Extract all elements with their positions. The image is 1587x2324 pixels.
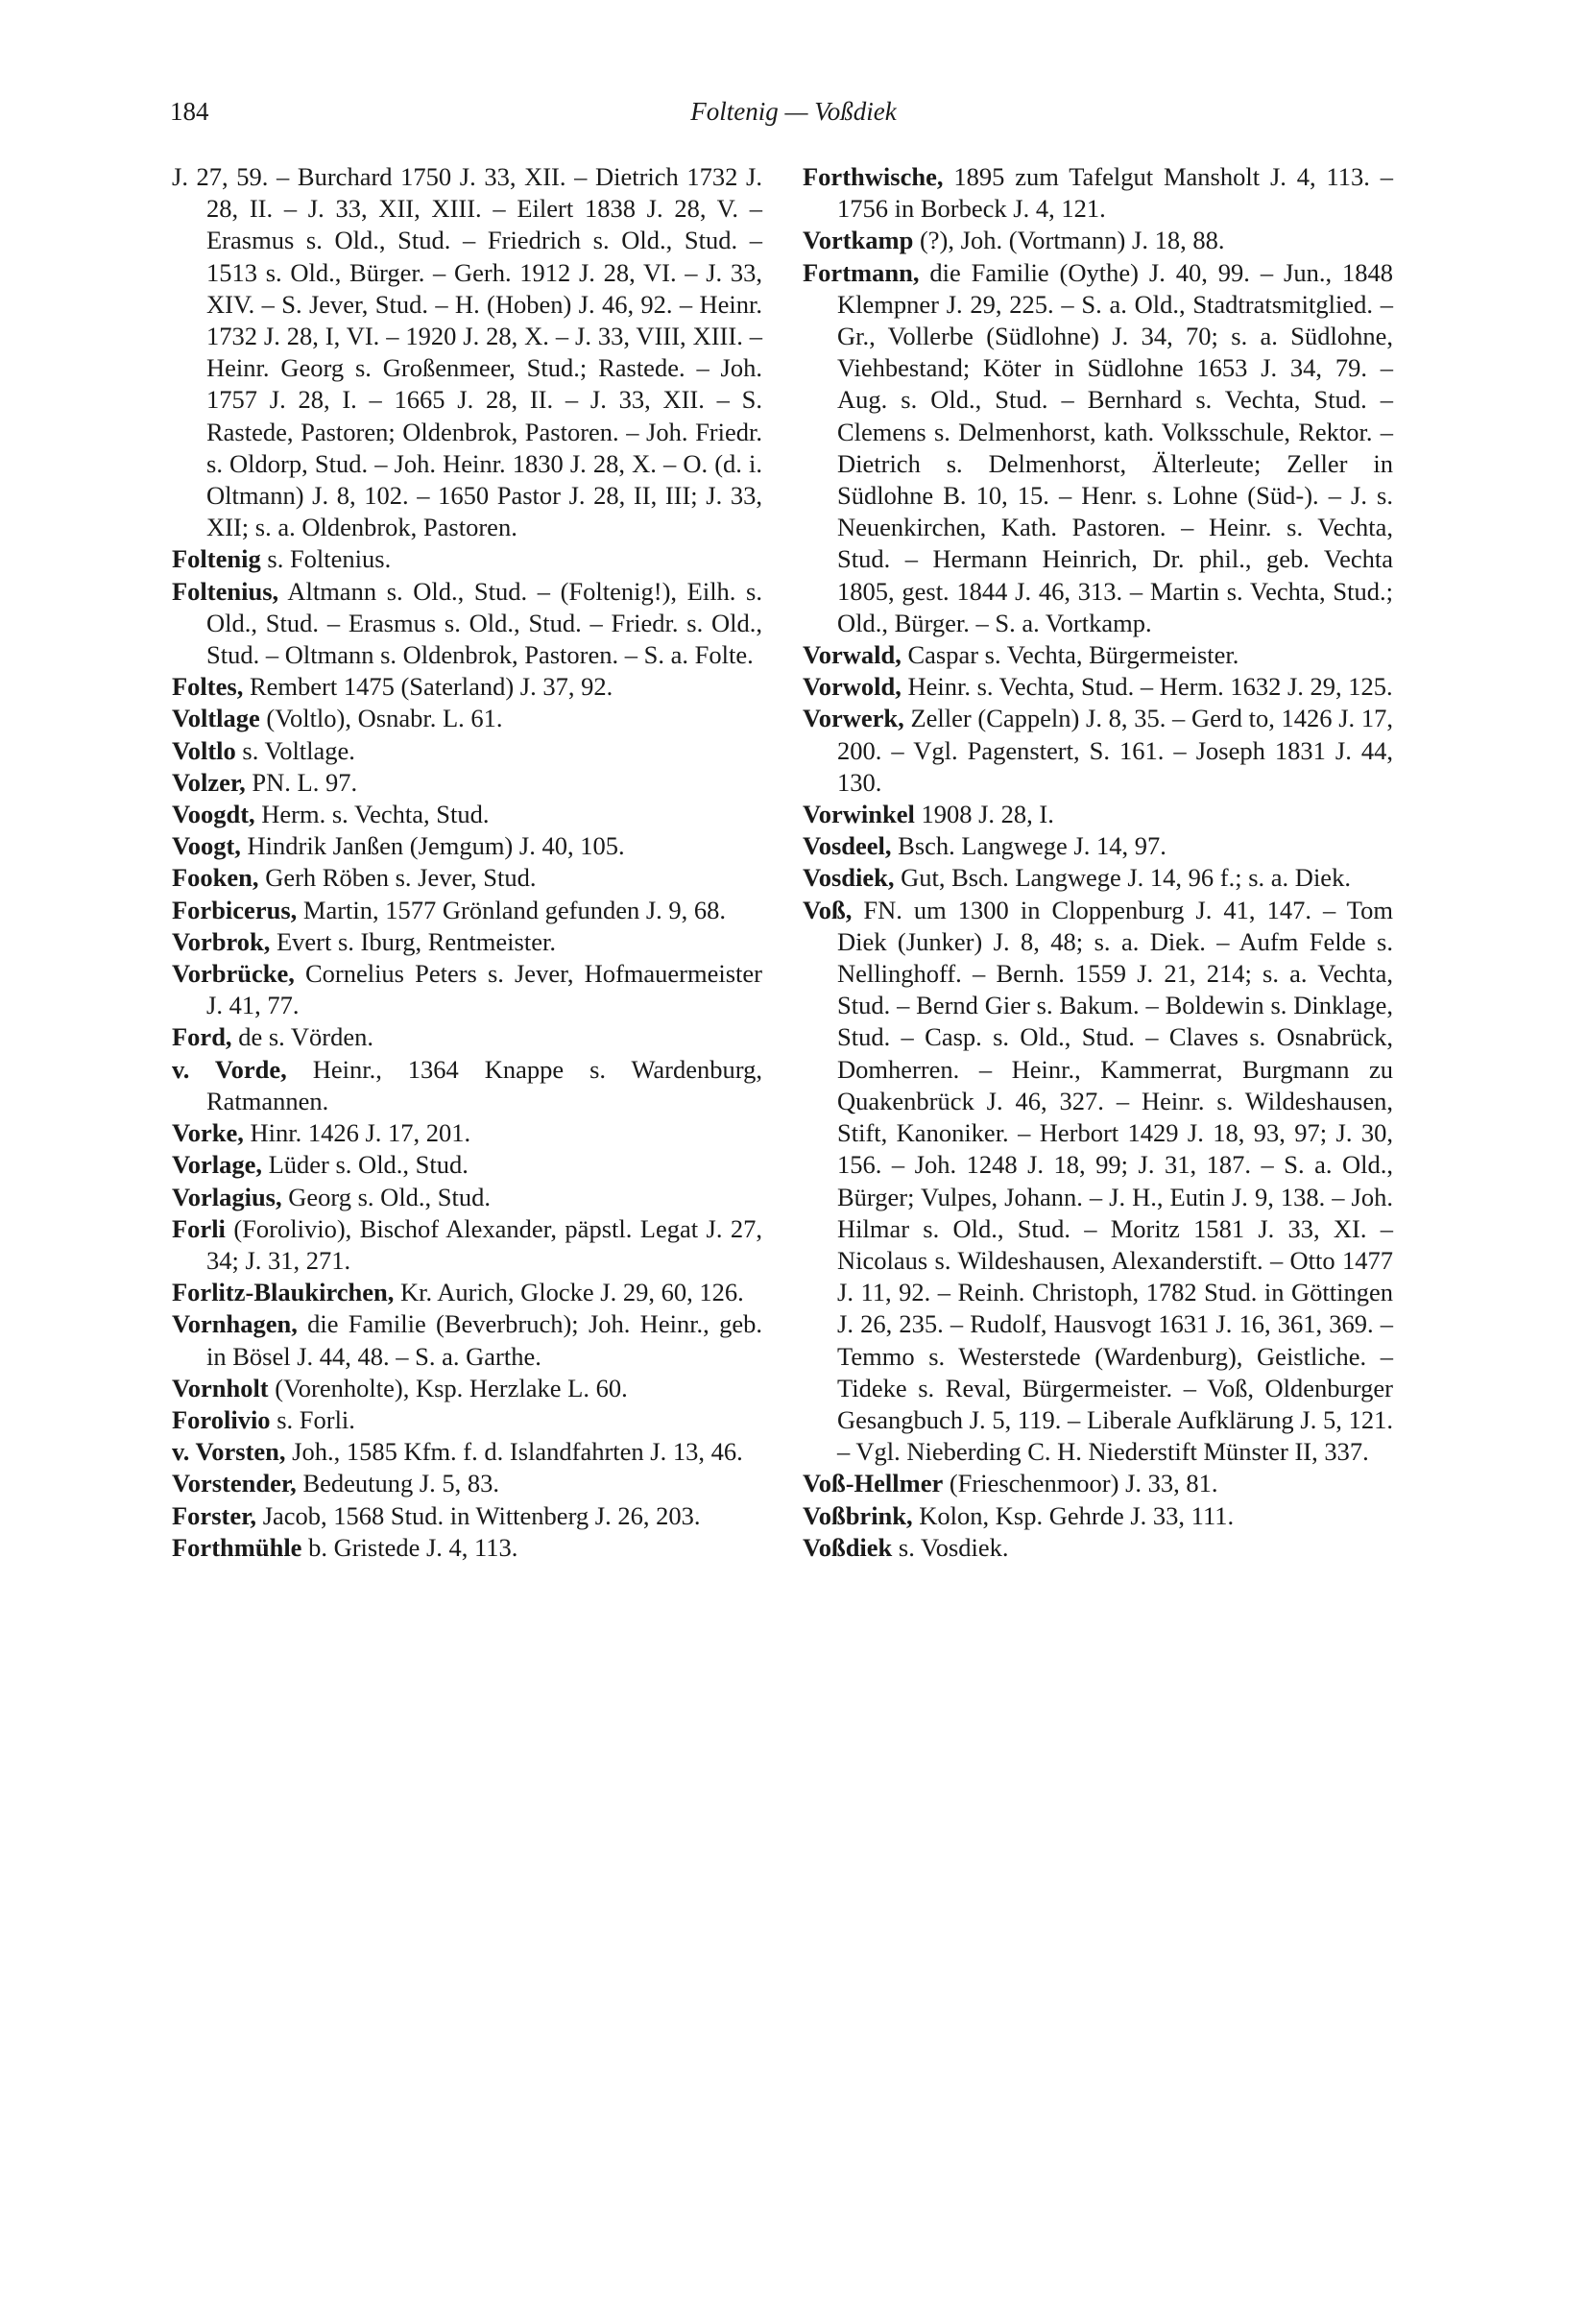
entry-text: Cornelius Peters s. Jever, Hofmauermeister J. 41, 77. bbox=[206, 959, 762, 1020]
index-entry bbox=[803, 862, 1393, 894]
entry-text: Zeller (Cappeln) J. 8, 35. – Gerd to, 1426 J. 17, 200. – Vgl. Pagenstert, S. 161. – Joseph 1831 J. 44, 130. bbox=[837, 704, 1393, 797]
entry-headword: Vorwald, bbox=[803, 640, 902, 670]
entry-text: s. Foltenius. bbox=[260, 544, 392, 574]
index-entry bbox=[172, 1468, 762, 1499]
entry-text: J. 27, 59. – Burchard 1750 J. 33, XII. – Dietrich 1732 J. 28, II. – J. 33, XII, XIII. – Eilert 1838 J. 28, V. – Erasmus s. Old., Stud. – Friedrich s. Old., Stud. – 1513 s. Old., Bürger. – Gerh. 1912 J. 28, VI. – J. 33, XIV. – S. Jever, Stud. – H. (Hoben) J. 46, 92. – Heinr. 1732 J. 28, I, VI. – 1920 J. 28, X. – J. 33, VIII, XIII. – Heinr. Georg s. Großenmeer, Stud.; Rastede. – Joh. 1757 J. 28, I. – 1665 J. 28, II. – J. 33, XII. – S. Rastede, Pastoren; Oldenbrok, Pastoren. – Joh. Friedr. s. Oldorp, Stud. – Joh. Heinr. 1830 J. 28, X. – O. (d. i. Oltmann) J. 8, 102. – 1650 Pastor J. 28, II, III; J. 33, XII; s. a. Oldenbrok, Pastoren. bbox=[172, 162, 762, 542]
entry-headword: Vornholt bbox=[172, 1373, 269, 1402]
entry-headword: Forthmühle bbox=[172, 1532, 302, 1562]
index-entry bbox=[803, 703, 1393, 799]
entry-headword: Vorlage, bbox=[172, 1150, 262, 1180]
entry-headword: Voogt, bbox=[172, 831, 241, 861]
index-entry bbox=[172, 862, 762, 894]
entry-text: die Familie (Beverbruch); Joh. Heinr., geb. in Bösel J. 44, 48. – S. a. Garthe. bbox=[206, 1309, 762, 1371]
index-entry bbox=[172, 1117, 762, 1149]
right-column bbox=[803, 161, 1393, 1564]
entry-text: b. Gristede J. 4, 113. bbox=[301, 1532, 518, 1562]
entry-headword: Forthwische, bbox=[803, 162, 944, 191]
entry-headword: Forster, bbox=[172, 1500, 257, 1530]
entry-text: Joh., 1585 Kfm. f. d. Islandfahrten J. 13, 46. bbox=[285, 1437, 743, 1467]
index-entry bbox=[172, 799, 762, 830]
entry-text: Kolon, Ksp. Gehrde J. 33, 111. bbox=[912, 1500, 1235, 1530]
entry-text: Jacob, 1568 Stud. in Wittenberg J. 26, 203. bbox=[256, 1500, 701, 1530]
index-entry bbox=[803, 671, 1393, 703]
index-entry bbox=[172, 1436, 762, 1468]
entry-text: (Frieschenmoor) J. 33, 81. bbox=[943, 1469, 1218, 1498]
index-entry bbox=[172, 767, 762, 799]
index-entry bbox=[172, 735, 762, 767]
entry-headword: Voogdt, bbox=[172, 800, 255, 829]
entry-headword: Forlitz-Blaukirchen, bbox=[172, 1278, 395, 1307]
entry-text: Georg s. Old., Stud. bbox=[281, 1182, 492, 1211]
index-entry bbox=[172, 1021, 762, 1053]
index-entry bbox=[172, 1404, 762, 1436]
entry-text: 1908 J. 28, I. bbox=[914, 800, 1054, 829]
index-entry bbox=[803, 1500, 1393, 1532]
entry-headword: Ford, bbox=[172, 1022, 232, 1052]
entry-text: Hindrik Janßen (Jemgum) J. 40, 105. bbox=[240, 831, 625, 861]
index-entry bbox=[172, 1213, 762, 1277]
index-entry bbox=[172, 1308, 762, 1372]
entry-text: s. Vosdiek. bbox=[892, 1532, 1009, 1562]
entry-text: (Forolivio), Bischof Alexander, päpstl. Legat J. 27, 34; J. 31, 271. bbox=[206, 1213, 762, 1275]
index-entry bbox=[172, 671, 762, 703]
entry-text: Bsch. Langwege J. 14, 97. bbox=[891, 831, 1166, 861]
index-entry bbox=[172, 543, 762, 575]
index-entry bbox=[172, 926, 762, 958]
entry-text: Heinr. s. Vechta, Stud. – Herm. 1632 J. 29, 125. bbox=[901, 672, 1393, 702]
index-entry bbox=[172, 830, 762, 862]
entry-headword: Voßbrink, bbox=[803, 1500, 913, 1530]
index-entry bbox=[172, 1277, 762, 1308]
entry-headword: Vorlagius, bbox=[172, 1182, 282, 1211]
entry-headword: Voß, bbox=[803, 895, 853, 924]
index-entry bbox=[172, 1054, 762, 1117]
page-number: 184 bbox=[170, 97, 209, 126]
entry-headword: v. Vorsten, bbox=[172, 1437, 286, 1467]
entry-headword: Volzer, bbox=[172, 767, 246, 797]
index-entry bbox=[803, 257, 1393, 639]
entry-headword: Foltes, bbox=[172, 672, 244, 702]
entry-headword: Fooken, bbox=[172, 863, 259, 893]
entry-headword: Vorke, bbox=[172, 1118, 244, 1148]
index-entry bbox=[172, 703, 762, 734]
entry-text: Altmann s. Old., Stud. – (Foltenig!), Eilh. s. Old., Stud. – Erasmus s. Old., Stud. – Friedr. s. Old., Stud. – Oltmann s. Oldenbrok, Pastoren. – S. a. Folte. bbox=[206, 576, 762, 670]
index-entry bbox=[172, 895, 762, 926]
entry-headword: Voltlage bbox=[172, 704, 260, 733]
index-entry bbox=[172, 576, 762, 672]
index-entry bbox=[172, 958, 762, 1021]
entry-text: Lüder s. Old., Stud. bbox=[261, 1150, 469, 1180]
entry-text: 1895 zum Tafelgut Mansholt J. 4, 113. – 1756 in Borbeck J. 4, 121. bbox=[837, 162, 1393, 224]
entry-headword: Vorbrücke, bbox=[172, 959, 295, 989]
index-entry bbox=[172, 1373, 762, 1404]
entry-text: (Voltlo), Osnabr. L. 61. bbox=[259, 704, 503, 733]
entry-headword: v. Vorde, bbox=[172, 1054, 287, 1084]
entry-text: Evert s. Iburg, Rentmeister. bbox=[270, 926, 556, 956]
entry-text: Heinr., 1364 Knappe s. Wardenburg, Ratmannen. bbox=[206, 1054, 762, 1115]
index-entry bbox=[172, 1500, 762, 1532]
index-entry bbox=[803, 799, 1393, 830]
entry-text: Martin, 1577 Grönland gefunden J. 9, 68. bbox=[297, 895, 727, 924]
entry-headword: Foltenig bbox=[172, 544, 261, 574]
entry-headword: Forbicerus, bbox=[172, 895, 298, 924]
entry-text: Gut, Bsch. Langwege J. 14, 96 f.; s. a. Diek. bbox=[894, 863, 1351, 893]
entry-text: FN. um 1300 in Cloppenburg J. 41, 147. – Tom Diek (Junker) J. 8, 48; s. a. Diek. – Aufm Felde s. Nellinghoff. – Bernh. 1559 J. 21, 214; s. a. Vechta, Stud. – Bernd Gier s. Bakum. – Boldewin s. Dinklage, Stud. – Casp. s. Old., Stud. – Claves s. Osnabrück, Domherren. – Heinr., Kammerrat, Burgmann zu Quakenbrück J. 46, 327. – Heinr. s. Wildeshausen, Stift, Kanoniker. – Herbort 1429 J. 18, 93, 97; J. 30, 156. – Joh. 1248 J. 18, 99; J. 31, 187. – S. a. Old., Bürger; Vulpes, Johann. – J. H., Eutin J. 9, 138. – Joh. Hilmar s. Old., Stud. – Moritz 1581 J. 33, XI. – Nicolaus s. Wildeshausen, Alexanderstift. – Otto 1477 J. 11, 92. – Reinh. Christoph, 1782 Stud. in Göttingen J. 26, 235. – Rudolf, Hausvogt 1631 J. 16, 361, 369. – Temmo s. Westerstede (Wardenburg), Geistliche. – Tideke s. Reval, Bürgermeister. – Voß, Oldenburger Gesangbuch J. 5, 119. – Liberale Aufklärung J. 5, 121. – Vgl. Nieberding C. H. Niederstift Münster II, 337. bbox=[837, 895, 1393, 1467]
entry-headword: Vosdeel, bbox=[803, 831, 892, 861]
index-entry bbox=[803, 225, 1393, 256]
entry-text: die Familie (Oythe) J. 40, 99. – Jun., 1848 Klempner J. 29, 225. – S. a. Old., Stadtratsmitglied. – Gr., Vollerbe (Südlohne) J. 34, 70; s. a. Südlohne, Viehbestand; Köter in Südlohne 1653 J. 34, 79. – Aug. s. Old., Stud. – Bernhard s. Vechta, Stud. – Clemens s. Delmenhorst, kath. Volksschule, Rektor. – Dietrich s. Delmenhorst, Älterleute; Zeller in Südlohne B. 10, 15. – Henr. s. Lohne (Süd-). – J. s. Neuenkirchen, Kath. Pastoren. – Heinr. s. Vechta, Stud. – Hermann Heinrich, Dr. phil., geb. Vechta 1805, gest. 1844 J. 46, 313. – Martin s. Vechta, Stud.; Old., Bürger. – S. a. Vortkamp. bbox=[837, 257, 1393, 637]
entry-text: (Vorenholte), Ksp. Herzlake L. 60. bbox=[268, 1373, 628, 1402]
entry-headword: Fortmann, bbox=[803, 257, 920, 287]
index-entry bbox=[172, 1149, 762, 1181]
entry-text: (?), Joh. (Vortmann) J. 18, 88. bbox=[913, 226, 1225, 255]
index-entry bbox=[803, 1468, 1393, 1499]
entry-text: Kr. Aurich, Glocke J. 29, 60, 126. bbox=[394, 1278, 744, 1307]
entry-headword: Vornhagen, bbox=[172, 1309, 298, 1339]
entry-headword: Voßdiek bbox=[803, 1532, 893, 1562]
entry-text: Hinr. 1426 J. 17, 201. bbox=[243, 1118, 471, 1148]
entry-headword: Vorwerk, bbox=[803, 704, 904, 733]
entry-text: PN. L. 97. bbox=[245, 767, 358, 797]
index-entry bbox=[803, 830, 1393, 862]
entry-headword: Voltlo bbox=[172, 735, 236, 765]
entry-headword: Foltenius, bbox=[172, 576, 279, 606]
entry-headword: Vorwinkel bbox=[803, 800, 915, 829]
index-entry bbox=[803, 639, 1393, 671]
left-column bbox=[172, 161, 762, 1564]
index-entry bbox=[172, 1532, 762, 1564]
entry-text: s. Voltlage. bbox=[235, 735, 355, 765]
index-entry bbox=[803, 1532, 1393, 1564]
entry-text: Rembert 1475 (Saterland) J. 37, 92. bbox=[243, 672, 613, 702]
index-entry bbox=[803, 895, 1393, 1469]
entry-headword: Vosdiek, bbox=[803, 863, 895, 893]
entry-headword: Vorwold, bbox=[803, 672, 902, 702]
entry-text: Herm. s. Vechta, Stud. bbox=[254, 800, 490, 829]
entry-text: de s. Vörden. bbox=[231, 1022, 374, 1052]
entry-text: Caspar s. Vechta, Bürgermeister. bbox=[901, 640, 1239, 670]
entry-headword: Forolivio bbox=[172, 1404, 271, 1434]
entry-text: Gerh Röben s. Jever, Stud. bbox=[258, 863, 537, 893]
entry-headword: Vortkamp bbox=[803, 226, 914, 255]
entry-headword: Voß-Hellmer bbox=[803, 1469, 944, 1498]
entry-text: Bedeutung J. 5, 83. bbox=[296, 1469, 500, 1498]
index-entry bbox=[172, 161, 762, 543]
entry-headword: Vorstender, bbox=[172, 1469, 297, 1498]
index-entry bbox=[803, 161, 1393, 225]
entry-text: s. Forli. bbox=[270, 1404, 355, 1434]
entry-headword: Vorbrok, bbox=[172, 926, 271, 956]
entry-headword: Forli bbox=[172, 1213, 226, 1243]
index-entry bbox=[172, 1182, 762, 1213]
running-head: Foltenig — Voßdiek bbox=[690, 97, 897, 126]
